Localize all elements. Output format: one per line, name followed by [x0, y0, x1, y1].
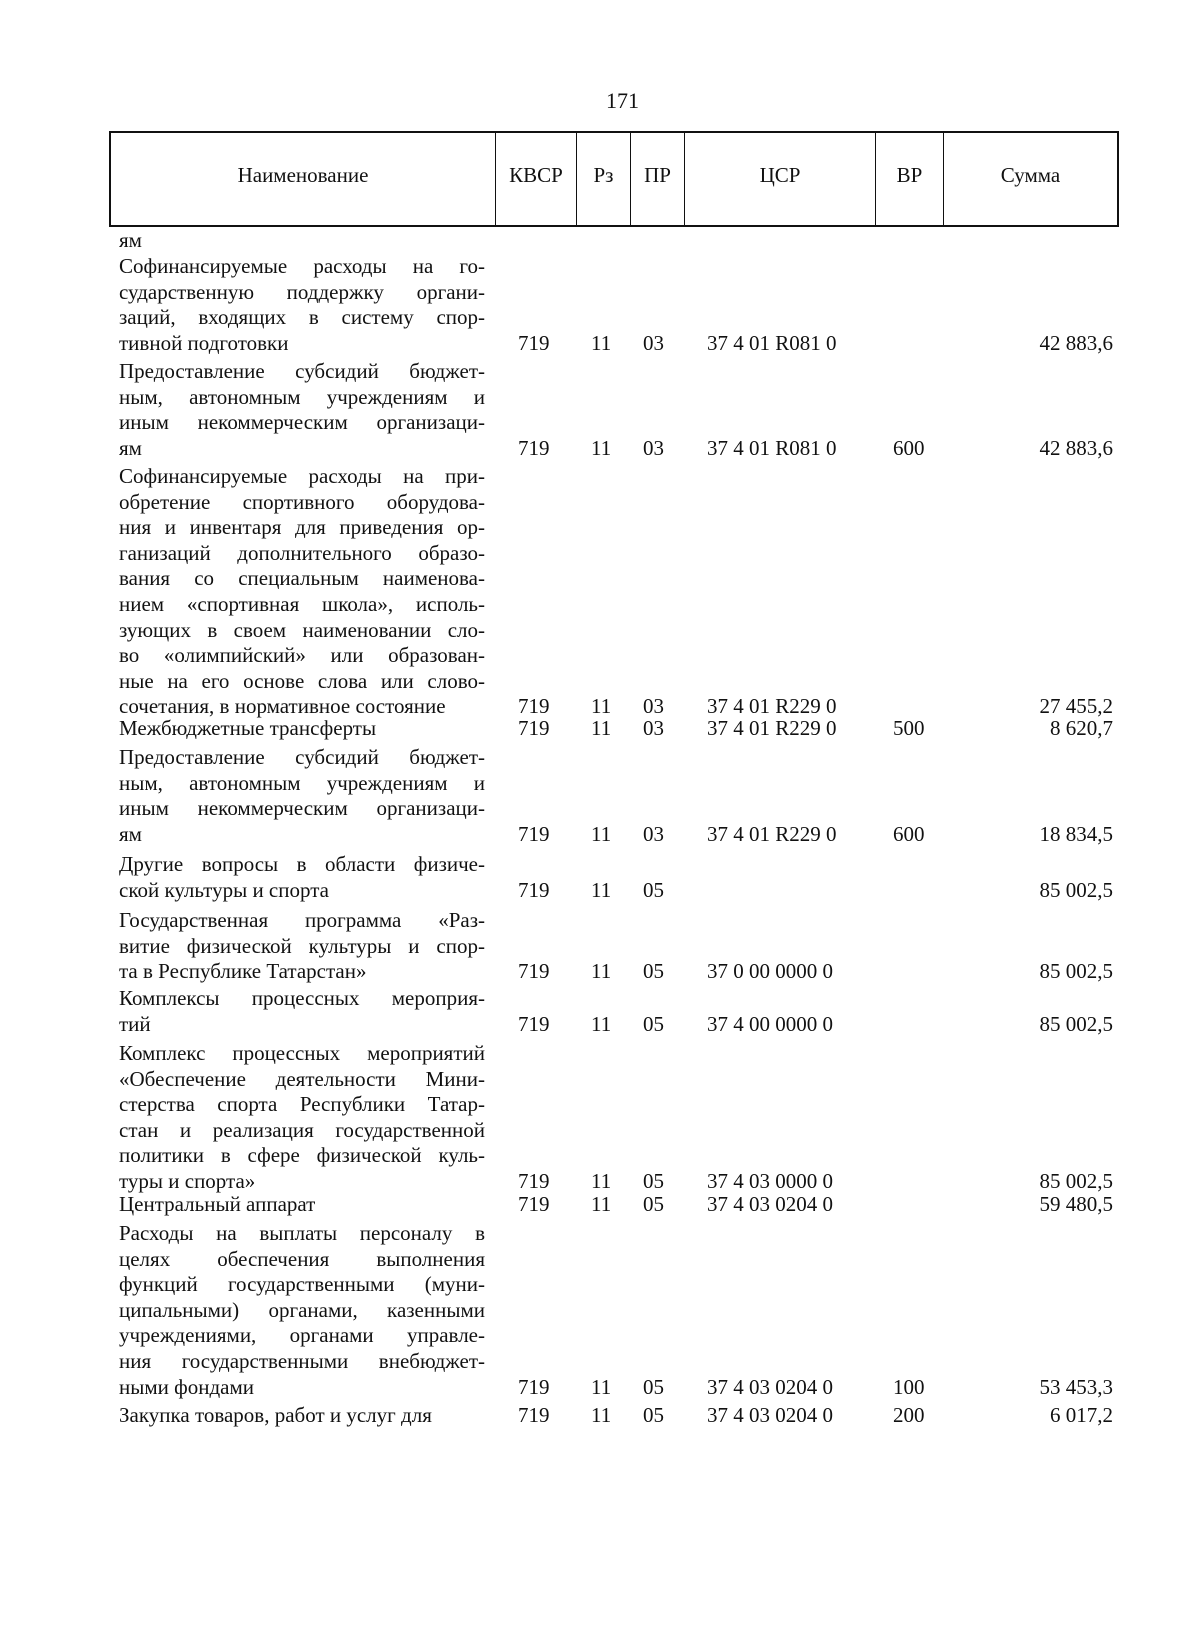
row-name-line: ям: [119, 435, 142, 460]
row-rz: 11: [591, 1011, 612, 1036]
row-csr: 37 4 01 R229 0: [707, 694, 837, 719]
row-sum: 85 002,5: [1039, 877, 1113, 902]
row-csr: 37 4 00 0000 0: [707, 1011, 833, 1036]
row-kvsr: 719: [518, 435, 550, 460]
row-name-line: зующих в своем наименовании сло-: [119, 617, 485, 642]
row-name-line: целях обеспечения выполнения: [119, 1246, 485, 1271]
row-kvsr: 719: [518, 694, 550, 719]
row-kvsr: 719: [518, 1403, 550, 1427]
row-name-line: ным, автономным учреждениям и: [119, 770, 485, 795]
table-row: [0, 716, 1200, 742]
row-sum: 8 620,7: [1050, 716, 1113, 740]
table-row: [0, 254, 1200, 356]
row-name-line: Другие вопросы в области физиче-: [119, 852, 485, 876]
row-name-line: тивной подготовки: [119, 330, 289, 355]
row-rz: 11: [591, 435, 612, 460]
row-name-line: иным некоммерческим организаци-: [119, 796, 485, 821]
row-name: [119, 254, 485, 356]
row-name: [119, 716, 485, 742]
row-name-line: ской культуры и спорта: [119, 877, 329, 902]
row-pr: 03: [643, 330, 664, 355]
row-name: [119, 745, 485, 847]
row-rz: 11: [591, 694, 612, 719]
row-sum: 85 002,5: [1039, 1169, 1113, 1193]
row-pr: 05: [643, 1011, 664, 1036]
row-name: [119, 908, 485, 985]
row-kvsr: 719: [518, 1011, 550, 1036]
row-name-line: иным некоммерческим организаци-: [119, 410, 485, 435]
row-kvsr: 719: [518, 821, 550, 846]
header-kvsr: КВСР: [496, 133, 577, 225]
row-csr: 37 0 00 0000 0: [707, 959, 833, 984]
table-row: [0, 745, 1200, 847]
row-name: [119, 359, 485, 461]
row-name-line: вания со специальным наименова-: [119, 566, 485, 591]
continuation-row: [0, 228, 1200, 254]
header-pr: ПР: [631, 133, 685, 225]
row-pr: 03: [643, 821, 664, 846]
row-sum: 6 017,2: [1050, 1403, 1113, 1427]
row-name-line: туры и спорта»: [119, 1168, 256, 1193]
row-name-line: стан и реализация государственной: [119, 1117, 485, 1142]
row-name-line: ными фондами: [119, 1374, 255, 1399]
row-kvsr: 719: [518, 877, 550, 902]
row-name: [119, 464, 485, 720]
row-name-line: сударственную поддержку органи-: [119, 279, 485, 304]
row-csr: 37 4 01 R081 0: [707, 435, 837, 460]
header-csr: ЦСР: [685, 133, 876, 225]
row-name: [119, 1221, 485, 1400]
table-row: [0, 1192, 1200, 1218]
table-row: [0, 1403, 1200, 1429]
row-name-line: сочетания, в нормативное состояние: [119, 694, 446, 719]
table-row: [0, 1041, 1200, 1195]
row-name-line: ные на его основе слова или слово-: [119, 668, 485, 693]
row-name-line: Софинансируемые расходы на при-: [119, 464, 485, 488]
table-row: [0, 852, 1200, 903]
continuation-text: ям: [119, 228, 142, 252]
row-sum: 85 002,5: [1039, 959, 1113, 984]
header-vr: ВР: [876, 133, 944, 225]
row-sum: 59 480,5: [1039, 1192, 1113, 1216]
row-csr: 37 4 03 0204 0: [707, 1192, 833, 1216]
row-name-line: во «олимпийский» или образован-: [119, 643, 485, 668]
row-name-line: Предоставление субсидий бюджет-: [119, 359, 485, 383]
row-pr: 05: [643, 1403, 664, 1427]
row-pr: 03: [643, 694, 664, 719]
header-rz: Рз: [577, 133, 631, 225]
row-name-line: Закупка товаров, работ и услуг для: [119, 1403, 432, 1427]
row-csr: 37 4 01 R229 0: [707, 821, 837, 846]
row-name-line: нием «спортивная школа», исполь-: [119, 591, 485, 616]
row-kvsr: 719: [518, 959, 550, 984]
row-rz: 11: [591, 821, 612, 846]
row-pr: 05: [643, 1374, 664, 1399]
row-pr: 05: [643, 1169, 664, 1193]
row-name-line: Расходы на выплаты персоналу в: [119, 1221, 485, 1245]
row-sum: 42 883,6: [1039, 435, 1113, 460]
row-rz: 11: [591, 1403, 612, 1427]
row-rz: 11: [591, 877, 612, 902]
row-vr: 200: [893, 1403, 925, 1427]
row-csr: 37 4 03 0204 0: [707, 1374, 833, 1399]
row-name-line: Софинансируемые расходы на го-: [119, 254, 485, 278]
row-sum: 27 455,2: [1039, 694, 1113, 719]
row-name-line: ям: [119, 821, 142, 846]
row-csr: 37 4 03 0204 0: [707, 1403, 833, 1427]
row-name-line: функций государственными (муни-: [119, 1272, 485, 1297]
table-row: [0, 359, 1200, 461]
row-vr: 500: [893, 716, 925, 740]
row-name-line: ганизаций дополнительного образо-: [119, 540, 485, 565]
row-name-line: обретение спортивного оборудова-: [119, 489, 485, 514]
row-name-line: тий: [119, 1011, 151, 1036]
row-name-line: ния государственными внебюджет-: [119, 1348, 485, 1373]
row-name-line: Комплекс процессных мероприятий: [119, 1041, 485, 1065]
row-kvsr: 719: [518, 1169, 550, 1193]
row-pr: 05: [643, 877, 664, 902]
row-name-line: та в Республике Татарстан»: [119, 959, 367, 984]
row-name-line: ния и инвентаря для приведения ор-: [119, 515, 485, 540]
row-name-line: стерства спорта Республики Татар-: [119, 1092, 485, 1117]
row-sum: 42 883,6: [1039, 330, 1113, 355]
row-sum: 53 453,3: [1039, 1374, 1113, 1399]
row-kvsr: 719: [518, 330, 550, 355]
row-name-line: Межбюджетные трансферты: [119, 716, 377, 740]
row-rz: 11: [591, 1374, 612, 1399]
row-rz: 11: [591, 959, 612, 984]
row-name-line: «Обеспечение деятельности Мини-: [119, 1066, 485, 1091]
row-name-line: витие физической культуры и спор-: [119, 933, 485, 958]
row-name: [119, 1192, 485, 1218]
row-kvsr: 719: [518, 1374, 550, 1399]
row-rz: 11: [591, 330, 612, 355]
row-pr: 03: [643, 716, 664, 740]
row-name-line: ципальными) органами, казенными: [119, 1297, 485, 1322]
row-name-line: Предоставление субсидий бюджет-: [119, 745, 485, 769]
row-vr: 600: [893, 821, 925, 846]
row-rz: 11: [591, 1192, 612, 1216]
table-row: [0, 464, 1200, 720]
header-sum: Сумма: [1000, 162, 1061, 187]
row-rz: 11: [591, 716, 612, 740]
table-row: [0, 908, 1200, 985]
row-sum: 18 834,5: [1039, 821, 1113, 846]
row-pr: 05: [643, 959, 664, 984]
row-name-line: Комплексы процессных мероприя-: [119, 986, 485, 1010]
row-name: [119, 1041, 485, 1195]
row-csr: 37 4 01 R229 0: [707, 716, 837, 740]
row-name: [119, 852, 485, 903]
row-vr: 600: [893, 435, 925, 460]
row-csr: 37 4 01 R081 0: [707, 330, 837, 355]
row-kvsr: 719: [518, 716, 550, 740]
row-name-line: ным, автономным учреждениям и: [119, 384, 485, 409]
row-name: [119, 1403, 485, 1429]
header-name: Наименование: [111, 133, 496, 225]
row-name: [119, 986, 485, 1037]
table-row: [0, 1221, 1200, 1400]
page-number: 171: [606, 88, 639, 113]
row-name-line: учреждениями, органами управле-: [119, 1323, 485, 1348]
table-header: [109, 131, 1119, 227]
row-pr: 05: [643, 1192, 664, 1216]
row-kvsr: 719: [518, 1192, 550, 1216]
row-name-line: Государственная программа «Раз-: [119, 908, 485, 932]
row-name-line: заций, входящих в систему спор-: [119, 305, 485, 330]
row-name-line: Центральный аппарат: [119, 1192, 316, 1216]
row-sum: 85 002,5: [1039, 1011, 1113, 1036]
row-rz: 11: [591, 1169, 612, 1193]
row-pr: 03: [643, 435, 664, 460]
table-row: [0, 986, 1200, 1037]
row-name-line: политики в сфере физической куль-: [119, 1143, 485, 1168]
row-vr: 100: [893, 1374, 925, 1399]
row-csr: 37 4 03 0000 0: [707, 1169, 833, 1193]
